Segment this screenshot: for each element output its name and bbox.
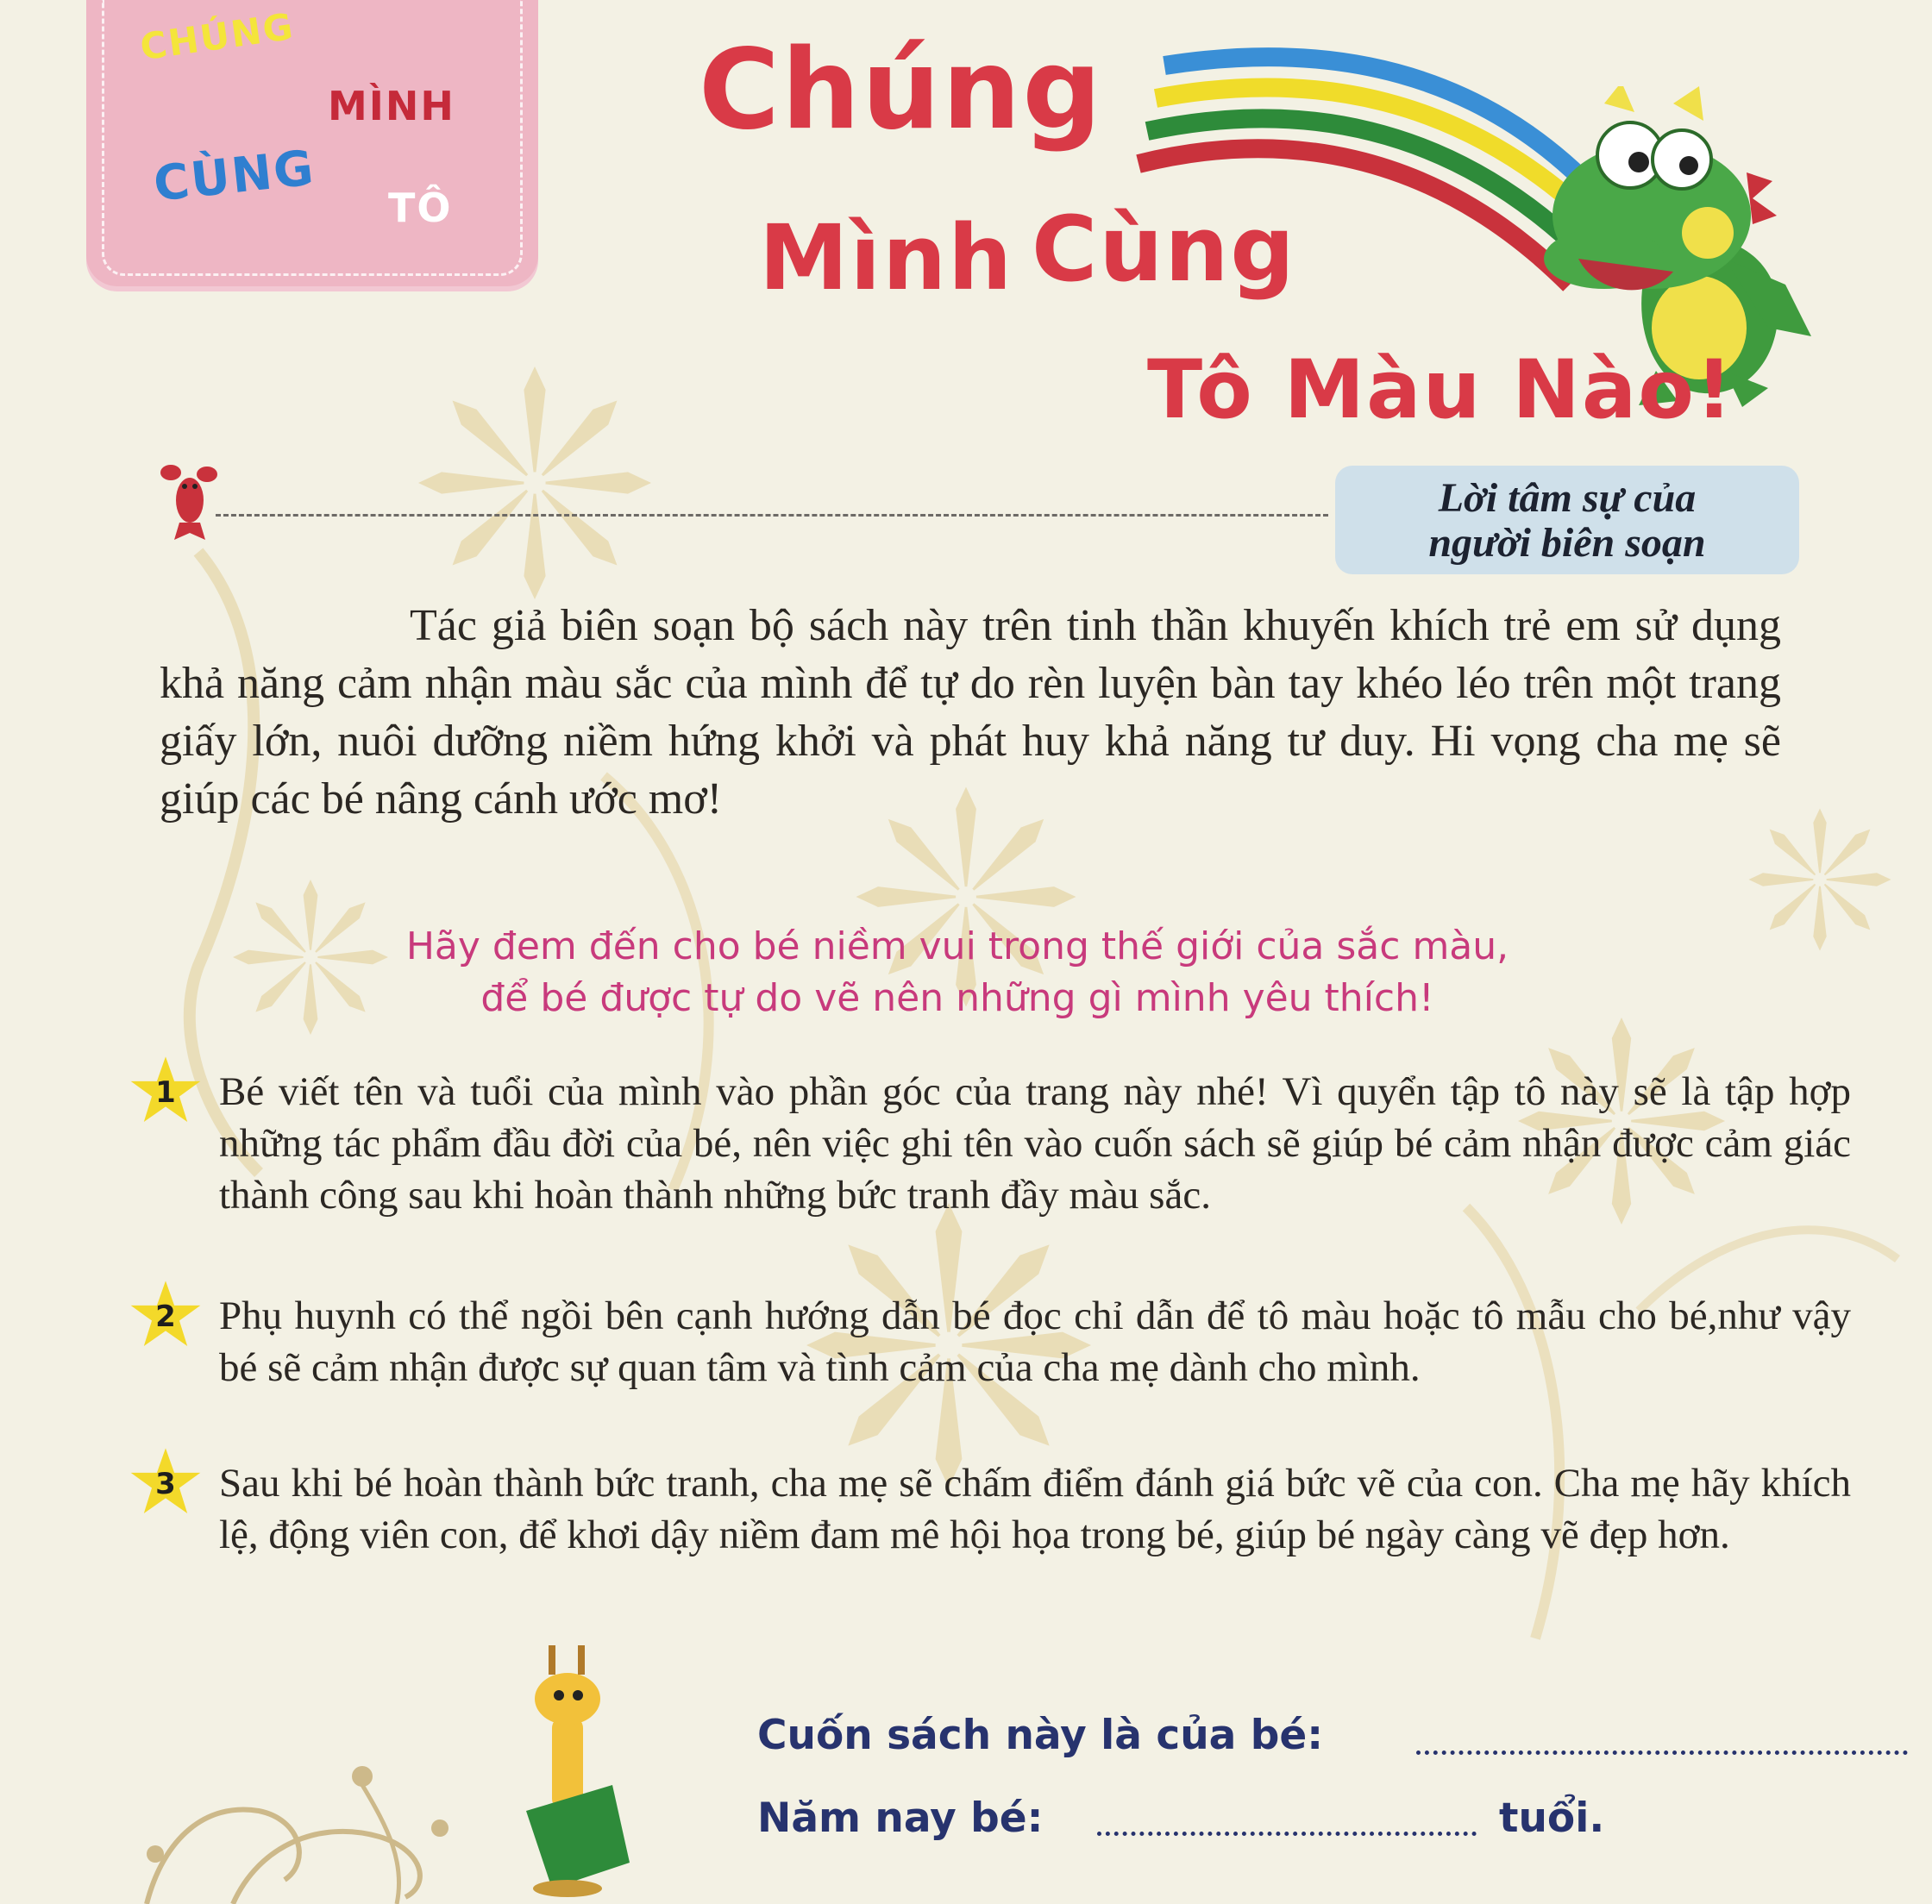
section-header-label (1335, 466, 1799, 574)
item-text: Bé viết tên và tuổi của mình vào phần góc của trang này nhé! Vì quyển tập tô này sẽ là tập hợp những tác phẩm đầu đời của bé, nên việc ghi tên vào cuốn sách sẽ giúp bé cảm nhận được cảm giác thành công sau khi hoàn thành những bức tranh đầy màu sắc. (219, 1069, 1851, 1218)
series-logo-badge (86, 0, 538, 291)
intro-paragraph (160, 597, 1781, 828)
giraffe-mascot (518, 1638, 638, 1897)
title-word-cung: Cùng (1032, 197, 1296, 302)
title-line-3: Tô Màu Nào! (1147, 343, 1734, 437)
age-field[interactable] (1097, 1832, 1477, 1836)
logo-word-to: TÔ (388, 185, 453, 231)
intro-text: Tác giả biên soạn bộ sách này trên tinh thần khuyến khích trẻ em sử dụng khả năng cảm nhận màu sắc của mình để tự do rèn luyện bàn tay khéo léo trên một trang giấy lớn, nuôi dưỡng niềm hứng khởi và phát huy khả năng tư duy. Hi vọng cha mẹ sẽ giúp các bé nâng cánh ước mơ! (160, 601, 1781, 824)
title-word-minh: Mình (759, 205, 1014, 310)
slogan (259, 921, 1656, 1024)
slogan-line-1: Hãy đem đến cho bé niềm vui trong thế giới của sắc màu, (405, 924, 1509, 968)
slogan-line-2: để bé được tự do vẽ nên những gì mình yêu thích! (480, 976, 1434, 1020)
section-header-line-2: người biên soạn (1428, 520, 1706, 566)
owner-label: Cuốn sách này là của bé: (757, 1712, 1324, 1759)
item-number: 1 (155, 1075, 176, 1110)
title-line-1: Chúng (699, 26, 1103, 154)
swirl-flower-decoration (129, 1733, 500, 1904)
item-text: Phụ huynh có thể ngồi bên cạnh hướng dẫn bé đọc chỉ dẫn để tô màu hoặc tô mẫu cho bé,như vậy bé sẽ cảm nhận được sự quan tâm và tình cảm của cha mẹ dành cho mình. (219, 1293, 1851, 1390)
item-number: 3 (155, 1467, 176, 1501)
item-text: Sau khi bé hoàn thành bức tranh, cha mẹ sẽ chấm điểm đánh giá bức vẽ của con. Cha mẹ hãy khích lệ, động viên con, để khơi dậy niềm đam mê hội họa trong bé, giúp bé ngày càng vẽ đẹp hơn. (219, 1461, 1851, 1557)
age-unit: tuổi. (1499, 1794, 1605, 1842)
logo-word-chung: CHÚNG (137, 4, 298, 69)
age-label: Năm nay bé: (757, 1794, 1044, 1842)
owner-name-field[interactable] (1416, 1751, 1908, 1755)
logo-word-minh: MÌNH (328, 83, 455, 129)
lobster-icon (154, 455, 223, 542)
section-divider-line (216, 514, 1328, 517)
item-number: 2 (155, 1300, 176, 1334)
logo-word-cung: CÙNG (151, 140, 318, 213)
section-header-line-1: Lời tâm sự của (1438, 475, 1697, 521)
